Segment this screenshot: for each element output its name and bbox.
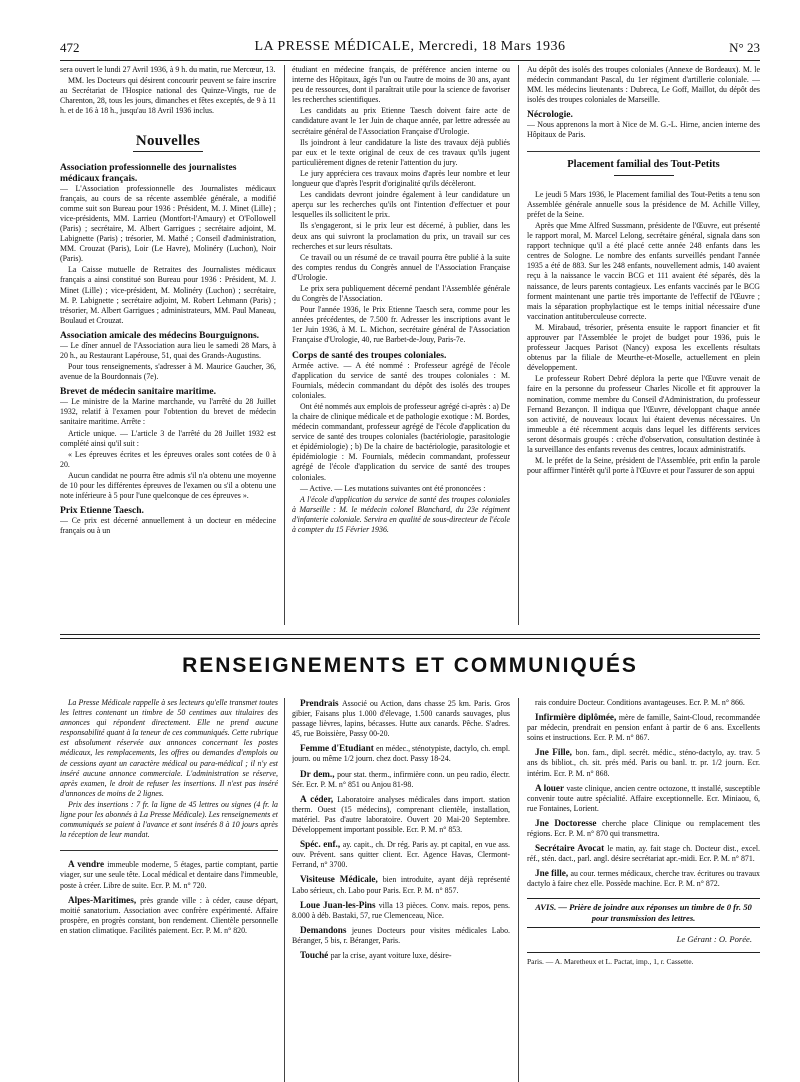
classified-ad [292,698,510,739]
classified-ad [292,839,510,870]
ad-heading: Spéc. enf., [300,839,343,850]
column-3 [527,65,760,631]
article-title: Prix Etienne Taesch. [60,505,144,517]
classified-ad [292,743,510,764]
ad-text: villa 13 pièces. Conv. mais. repos, pens. 8.000 à déb. Bastaki, 57, rue Clemenceau, Nice. [292,900,510,920]
classifieds-intro [60,698,278,840]
section-title-nouvelles: Nouvelles [135,133,201,150]
paragraph: Aucun candidat ne pourra être admis s'il n'a obtenu une moyenne de 10 pour les différentes épreuves de l'examen ou s'il a obtenu une note inférieure à 5 pour l'une quelconque de ces épreuves ». [60,470,276,501]
paragraph: Le jury appréciera ces travaux moins d'après leur nombre et leur longueur que d'après l'esprit d'originalité qu'ils décèleront. [292,168,510,189]
article-title: Association amicale des médecins Bourguignons. [60,329,260,341]
paragraph: Le jeudi 5 Mars 1936, le Placement familial des Tout-Petits a tenu son Assemblée générale annuelle sous la présidence de M. Achille Villey, préfet de la Seine. [527,189,760,219]
ad-text: bien introduite, ayant déjà représenté Labo sérieux, ch. Labo pour Paris. Ecr. P. M. n° 857. [292,875,510,895]
classified-ad [527,747,760,778]
ad-heading: A louer [535,782,567,793]
paragraph: La Presse Médicale rappelle à ses lecteurs qu'elle transmet toutes les lettres contenant un timbre de 50 centimes aux titulaires des annonces qui répondent directement. Elle ne prend aucune responsabilité quant à la teneur de ces communiqués. Cette rubrique est absolument réservée aux annonces concernant les postes médicaux, les remplacements, les offres ou demandes d'emplois ou de cessions ayant un caractère médical ou para-médical ; il n'y est inséré aucune annonce commerciale. L'administration se réserve, après examen, le droit de refuser les insertions. Il n'est pas inséré d'annonces de moins de 2 lignes. [60,698,278,798]
section-title-renseignements: RENSEIGNEMENTS ET COMMUNIQUÉS [182,654,638,677]
article-title: Nécrologie. [527,109,573,121]
gerant-signature: Le Gérant : O. Porée. [676,933,752,944]
ad-heading: Loue Juan-les-Pins [300,899,379,910]
paragraph: Pour l'année 1936, le Prix Etienne Taesch sera, comme pour les années précédentes, de 7.500 fr. Adresser les inscriptions avant le 1er Juin 1936, à M. L. Michon, secrétaire général de l'Association Française d'Urologie, 40, rue Barbet-de-Jouy, Paris-7e. [292,305,510,345]
ad-text: près grande ville : à céder, cause départ, moitié sanatorium. Association avec confrère expérimenté. Affaire prospère, en progrès constant, bon rendement. Clientèle personnelle en station climatique. Facilités paiement. Ecr. P. M. n° 820. [60,895,278,935]
ad-text: par la crise, ayant voiture luxe, désire- [330,950,452,960]
paragraph: Les candidats au prix Etienne Taesch doivent faire acte de candidature avant le 1er Juin de chaque année, par lettre adressée au secrétaire général de l'Association Française d'Urologie. [292,106,510,136]
paragraph: Armée active. — A été nommé : Professeur agrégé de l'école d'application du service de santé des troupes coloniales : M. Fournials, médecin commandant du dépôt des isolés des troupes coloniales. [292,360,510,400]
ad-text: Laboratoire analyses médicales dans import. station therm. Ouest (15 médecins), comprenant clientèle, installation, matériel. Pas d'autre laboratoire. Ouvert 20 Mai-20 Septembre. Développement important possible. Ecr. P. M. n° 853. [292,794,510,835]
page-number: 472 [60,40,80,55]
classified-ad [292,794,510,835]
classified-ad [292,900,510,921]
ad-text: au cour. termes médicaux, cherche trav. écritures ou travaux dactylo à faire chez elle. Possède machine. Ecr. P. M. n° 872. [527,869,760,889]
paragraph: — L'Association professionnelle des Journalistes médicaux français, au cours de sa récente assemblée générale, a modifié comme suit son Bureau pour 1936 : Président, M. J. Minet (Lille) ; vice-présidents, MM. Larrieu (Montfort-l'Amaury) et O'Followell (Paris) ; secrétaire, M. Albert Garrigues ; secrétaire adjoint, M. Labignette (Paris) ; trésorier, M. Mathé ; Conseil d'administration, MM. Crouzat (Paris), Loir (Le Havre), Molinéry (Luchon), Noir (Paris). [60,183,276,264]
classified-ad [292,950,510,961]
article-title: Association professionnelle des journalistes médicaux français. [60,161,237,184]
ad-text: pour stat. therm., infirmière conn. un peu radio, électr. Sér. Ecr. P. M. n° 851 ou Anjou 81-98. [292,769,510,789]
column-rule [518,65,519,625]
ad-heading: Touché [300,949,331,960]
double-rule [60,634,760,639]
ad-text: rais conduire Docteur. Conditions avantageuses. Ecr. P. M. n° 866. [535,698,745,707]
classified-ad [527,783,760,814]
classified-ad [527,818,760,839]
title-rule [133,151,203,152]
column-rule [284,698,285,1082]
ad-heading: Jne Doctoresse [535,817,603,828]
paragraph: A l'école d'application du service de santé des troupes coloniales à Marseille : M. le médecin colonel Blanchard, du 23e régiment d'infanterie coloniale. Servira en qualité de sous-directeur de l'école à compter du 15 Février 1936. [292,494,510,535]
ad-list [60,859,278,936]
ad-heading: Secrétaire Avocat [535,843,608,854]
ad-heading: Femme d'Etudiant [300,743,377,754]
classifieds-column-1 [60,698,278,1082]
ad-heading: Alpes-Maritimes, [68,894,141,905]
classified-ad [292,769,510,790]
paragraph: Ils joindront à leur candidature la liste des travaux déjà publiés par eux et le texte original de ceux de ces travaux qu'ils jugent particulièrement dignes de retenir l'attention du jury. [292,137,510,167]
classifieds-section [60,698,760,1082]
column-2 [292,65,510,631]
news-section [60,65,760,631]
ad-list [292,698,510,961]
classified-ad [60,859,278,890]
classifieds-column-3 [527,698,760,1082]
paragraph: Ont été nommés aux emplois de professeur agrégé ci-après : a) De la chaire de clinique médicale et de pathologie exotique : M. Bordes, médecin commandant, professeur agrégé de l'école d'application du service de santé des troupes coloniales (bactériologie, parasitologie et épidémiologie) ; b) De la chaire de bactériologie, parasitologie et épidémiologie : M. Fournials, médecin commandant, professeur agrégé de l'école d'application du service de santé des troupes coloniales. [292,401,510,482]
paragraph: Le professeur Robert Debré déplora la perte que l'Œuvre venait de faire en la personne du professeur Charles Nicolle et fit approuver la nomination, comme membre du Conseil d'Administration, du professeur Fernand Bezançon. Il indiqua que l'Œuvre, développant chaque année son activité, de nouveaux locaux lui étaient devenus nécessaires. Un immeuble a été récemment acquis dans lequel les différents services seront désormais groupés : crèche d'observation, consultation destinée à la surveillance des enfants revenus des centres, locaux administratifs. [527,374,760,454]
ad-heading: Demandons [300,924,352,935]
ad-text: bon. fam., dipl. secrét. médic., sténo-dactylo, ay. trav. 5 ans ds bibliot., ch. sit. prés méd. Paris ou banl. tr. pr. 1/2 journ. Ecr. intérim. Ecr. P. M. n° 868. [527,748,760,778]
paragraph: Les candidats devront joindre également à leur candidature un aperçu sur les recherches qu'ils ont l'intention d'effectuer et pour lesquelles ils sollicitent le prix. [292,190,510,220]
paragraph: Article unique. — L'article 3 de l'arrêté du 28 Juillet 1932 est complété ainsi qu'il suit : [60,428,276,448]
ad-text: jeunes Docteurs pour visites médicales Labo. Béranger, 5 bis, r. Béranger, Paris. [292,925,510,945]
ad-text: en médec., sténotypiste, dactylo, ch. empl. journ. ou même 1/2 journ. chez doct. Passy 18-24. [292,744,510,764]
section-divider [527,151,760,152]
paragraph: Pour tous renseignements, s'adresser à M. Maurice Gaucher, 36, avenue de la Bourdonnais (7e). [60,362,276,382]
ad-text: le matin, ay. fait stage ch. Docteur dist., excel. réf., stén. dact., parl. angl. désire secrétariat apr.-midi. Ecr. P. M. n° 871. [527,844,760,864]
column-rule [518,698,519,1082]
paragraph: « Les épreuves écrites et les épreuves orales sont cotées de 0 à 20. [60,449,276,469]
article-title: Brevet de médecin sanitaire maritime. [60,386,217,398]
paragraph: — Nous apprenons la mort à Nice de M. G.-L. Hirne, ancien interne des Hôpitaux de Paris. [527,120,760,140]
paragraph: — Ce prix est décerné annuellement à un docteur en médecine français ou à un [60,516,276,536]
ad-heading: A céder, [300,793,338,804]
paragraph: Ils s'engageront, si le prix leur est décerné, à publier, dans les deux ans qui suivront la proclamation du prix, un travail sur ces recherches et sur leurs résultats. [292,221,510,251]
ad-text: mère de famille, Saint-Cloud, recommandée par médecin, prendrait en pension enfant à partir de 6 ans. Excellents soins et instructions. Ecr. P. M. n° 867. [527,713,760,743]
ad-heading: A vendre [68,859,108,870]
paragraph: — Le ministre de la Marine marchande, vu l'arrêté du 28 Juillet 1932, relatif à l'examen pour l'obtention du brevet de médecin sanitaire maritime. Arrête : [60,397,276,427]
classified-ad [527,868,760,889]
classified-ad [60,895,278,936]
ad-text: immeuble moderne, 5 étages, partie comptant, partie viager, sur une seule tête. Local médical et dentaire dans l'immeuble, poste à créer. Libre de suite. Ecr. P. M. n° 720. [60,860,278,890]
classified-ad [527,698,760,708]
section-divider [60,850,278,851]
paragraph: — Le dîner annuel de l'Association aura lieu le samedi 28 Mars, à 20 h., au Restaurant Lapérouse, 51, quai des Grands-Augustins. [60,340,276,360]
section-title-placement: Placement familial des Tout-Petits [567,158,720,170]
classified-ad [292,874,510,895]
ad-text: Associé ou Action, dans chasse 25 km. Paris. Gros gibier, Faisans plus 1.000 d'élevage, 1.500 canards sauvages, plus passage lièvres, lapins, bécasses. Hutte aux canards. Pêche. S'adres. 45, rue Boissière, Passy 00-20. [292,699,510,739]
paragraph: Prix des insertions : 7 fr. la ligne de 45 lettres ou signes (4 fr. la ligne pour les abonnés à La Presse Médicale). Les renseignements et communiqués se paient à l'avance et sont insérés 8 à 10 jours après la réception de leur mandat. [60,799,278,840]
ad-heading: Infirmière diplômée, [535,712,619,723]
avis-notice: AVIS. — Prière de joindre aux réponses un timbre de 0 fr. 50 pour transmission des lettres. [527,898,760,928]
journal-title: LA PRESSE MÉDICALE, Mercredi, 18 Mars 1936 [254,39,566,54]
ad-heading: Jne fille, [535,868,571,879]
ad-text: ay. capit., ch. Dr rég. Paris ay. pt capital, en vue ass. ouv. Prévent. sans quitter client. Ecr. Agence Havas, Clermont-Ferrand, n° 3700. [292,840,510,870]
ad-heading: Jne Fille, [535,747,576,758]
issue-number: N° 23 [729,40,760,55]
ad-list [527,698,760,890]
classified-ad [527,843,760,864]
ad-heading: Dr dem., [300,768,338,779]
classified-ad [292,925,510,946]
paragraph: étudiant en médecine français, de préférence ancien interne ou interne des Hôpitaux, âgés l'un ou l'autre de moins de 30 ans, ayant peu de ressources, dont il paraîtrait utile pour la science de favoriser les recherches scientifiques. [292,65,510,105]
title-rule [614,175,674,176]
paragraph: Ce travail ou un résumé de ce travail pourra être publié à la suite des comptes rendus du Congrès annuel de l'Association Française d'Urologie. [292,252,510,282]
paragraph: Au dépôt des isolés des troupes coloniales (Annexe de Bordeaux). M. le médecin commandant Pascal, du 1er régiment d'artillerie coloniale. — MM. les médecins lieutenants : Dubreca, Le Goff, Maillot, du dépôt des isolés des troupes coloniales de Marseille. [527,65,760,105]
paragraph: M. le préfet de la Seine, président de l'Assemblée, prit enfin la parole pour affirmer l'intérêt qu'il porte à l'Œuvre et pour l'assurer de son appui [527,456,760,476]
printer-line: Paris. — A. Maretheux et L. Pactat, imp., 1, r. Cassette. [527,952,760,967]
ad-text: cherche place Clinique ou remplacement tles régions. Ecr. P. M. n° 870 qui transmettra. [527,818,760,839]
column-1 [60,65,276,631]
paragraph: La Caisse mutuelle de Retraites des Journalistes médicaux français a ainsi constitué son Bureau pour 1936 : Président, M. J. Minet (Lille) ; vice-président, M. Molinéry (Luchon) ; secrétaire, M. P. Labignette ; secrétaire adjoint, M. Robert Lehmann (Paris) ; trésorier, M. Albert Garrigues ; administrateurs, MM. Paul Maneau, Boulaud et Crouzat. [60,265,276,325]
paragraph: M. Mirabaud, trésorier, présenta ensuite le rapport financier et fit approuver par l'Assemblée le projet de budget pour 1936, puis le professeur Jacques Parisot (Nancy) exposa les excellents résultats obtenus par la filiale de Meurthe-et-Moselle, actuellement en plein développement. [527,322,760,373]
page-header [60,38,760,61]
newspaper-page [60,38,760,966]
paragraph: MM. les Docteurs qui désirent concourir peuvent se faire inscrire au Secrétariat de l'Hospice national des Quinze-Vingts, rue de Charenton, 28, tous les jours, dimanches et fêtes exceptés, de 9 à 11 h. et de 16 à 18 h., jusqu'au 18 Avril 1936 inclus. [60,76,276,116]
ad-heading: Visiteuse Médicale, [300,874,383,885]
article-title: Corps de santé des troupes coloniales. [292,349,447,361]
paragraph: — Active. — Les mutations suivantes ont été prononcées : [300,483,486,493]
paragraph: sera ouvert le lundi 27 Avril 1936, à 9 h. du matin, rue Mercœur, 13. [60,65,276,74]
paragraph: Le prix sera publiquement décerné pendant l'Assemblée générale du Congrès de l'Association. [292,283,510,304]
paragraph: Après que Mme Alfred Sussmann, présidente de l'Œuvre, eut présenté le rapport moral, M. Marcel Lelong, secrétaire général, signala dans son rapport technique qu'il a été placé cette année 248 enfants dans les centres de Sologne. Le nombre des enfants surveillés pendant l'année 1935 a été de 883. Sur les 248 enfants, nouvellement admis, 140 avaient reçu à la naissance le vaccin BCG et 111 avaient été séparés, dès la naissance, de leurs parents contagieux. Les enfants vaccinés par le BCG forment maintenant une partie très importante de l'effectif de l'Œuvre ; mais la séparation prophylactique est le temps initial nécessaire d'une vaccination antituberculeuse correcte. [527,220,760,321]
ad-heading: Prendrais [300,698,342,708]
classified-ad [527,712,760,743]
column-rule [284,65,285,625]
classifieds-column-2 [292,698,510,1082]
ad-text: vaste clinique, ancien centre octozone, tt installé, susceptible convenir toute autre spécialité. Affaire exceptionnelle. Ecr. Miniaou, 6, rue Fontaines, Lorient. [527,783,760,813]
